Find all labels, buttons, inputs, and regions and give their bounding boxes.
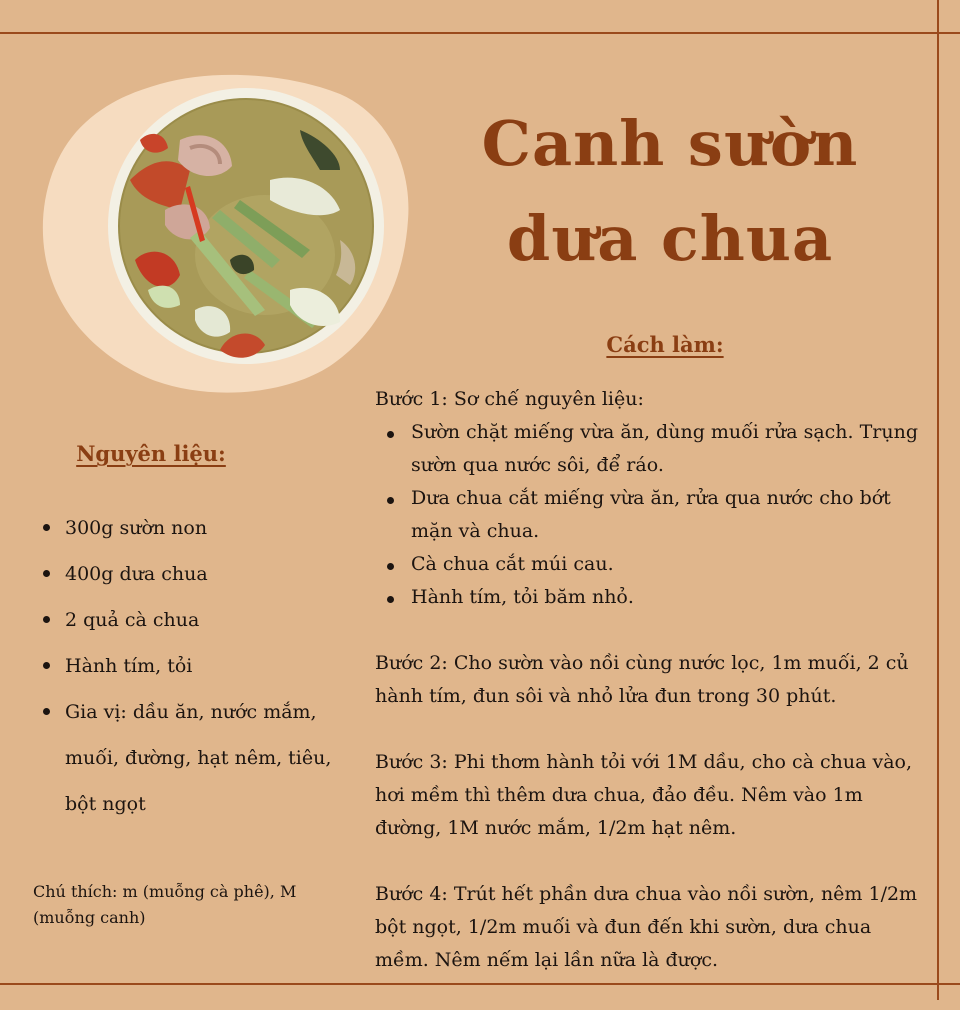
ingredient-item: 400g dưa chua <box>38 551 338 597</box>
step-1-item: Sườn chặt miếng vừa ăn, dùng muối rửa sạch. Trụng sườn qua nước sôi, để ráo. <box>375 416 930 482</box>
ingredient-item: Hành tím, tỏi <box>38 643 338 689</box>
step-1-item: Hành tím, tỏi băm nhỏ. <box>375 581 930 614</box>
ingredient-item: 2 quả cà chua <box>38 597 338 643</box>
method-steps <box>375 383 930 1010</box>
right-divider <box>937 0 939 1000</box>
recipe-title <box>420 96 920 286</box>
ingredients-list <box>38 505 338 827</box>
ingredients-heading: Nguyên liệu: <box>76 441 226 466</box>
step-1-item: Dưa chua cắt miếng vừa ăn, rửa qua nước cho bớt mặn và chua. <box>375 482 930 548</box>
step-2: Bước 2: Cho sườn vào nồi cùng nước lọc, 1m muối, 2 củ hành tím, đun sôi và nhỏ lửa đun trong 30 phút. <box>375 652 909 707</box>
method-heading: Cách làm: <box>606 332 724 357</box>
ingredient-item: 300g sườn non <box>38 505 338 551</box>
soup-bowl-photo <box>40 60 420 400</box>
step-1-list <box>375 416 930 614</box>
step-4: Bước 4: Trút hết phần dưa chua vào nồi sườn, nêm 1/2m bột ngọt, 1/2m muối và đun đến khi sườn, dưa chua mềm. Nêm nếm lại lần nữa là được. <box>375 883 918 971</box>
step-1-title: Bước 1: Sơ chế nguyên liệu: <box>375 388 644 410</box>
abbreviation-note: Chú thích: m (muỗng cà phê), M (muỗng canh) <box>33 882 297 927</box>
top-divider <box>0 32 960 34</box>
ingredient-item: Gia vị: dầu ăn, nước mắm, muối, đường, hạt nêm, tiêu, bột ngọt <box>38 689 338 827</box>
step-1-item: Cà chua cắt múi cau. <box>375 548 930 581</box>
title-line-1: Canh sườn <box>481 107 859 180</box>
step-1 <box>375 383 930 614</box>
step-3: Bước 3: Phi thơm hành tỏi với 1M dầu, cho cà chua vào, hơi mềm thì thêm dưa chua, đảo đều. Nêm vào 1m đường, 1M nước mắm, 1/2m hạt nêm. <box>375 751 913 839</box>
title-line-2: dưa chua <box>506 202 834 275</box>
